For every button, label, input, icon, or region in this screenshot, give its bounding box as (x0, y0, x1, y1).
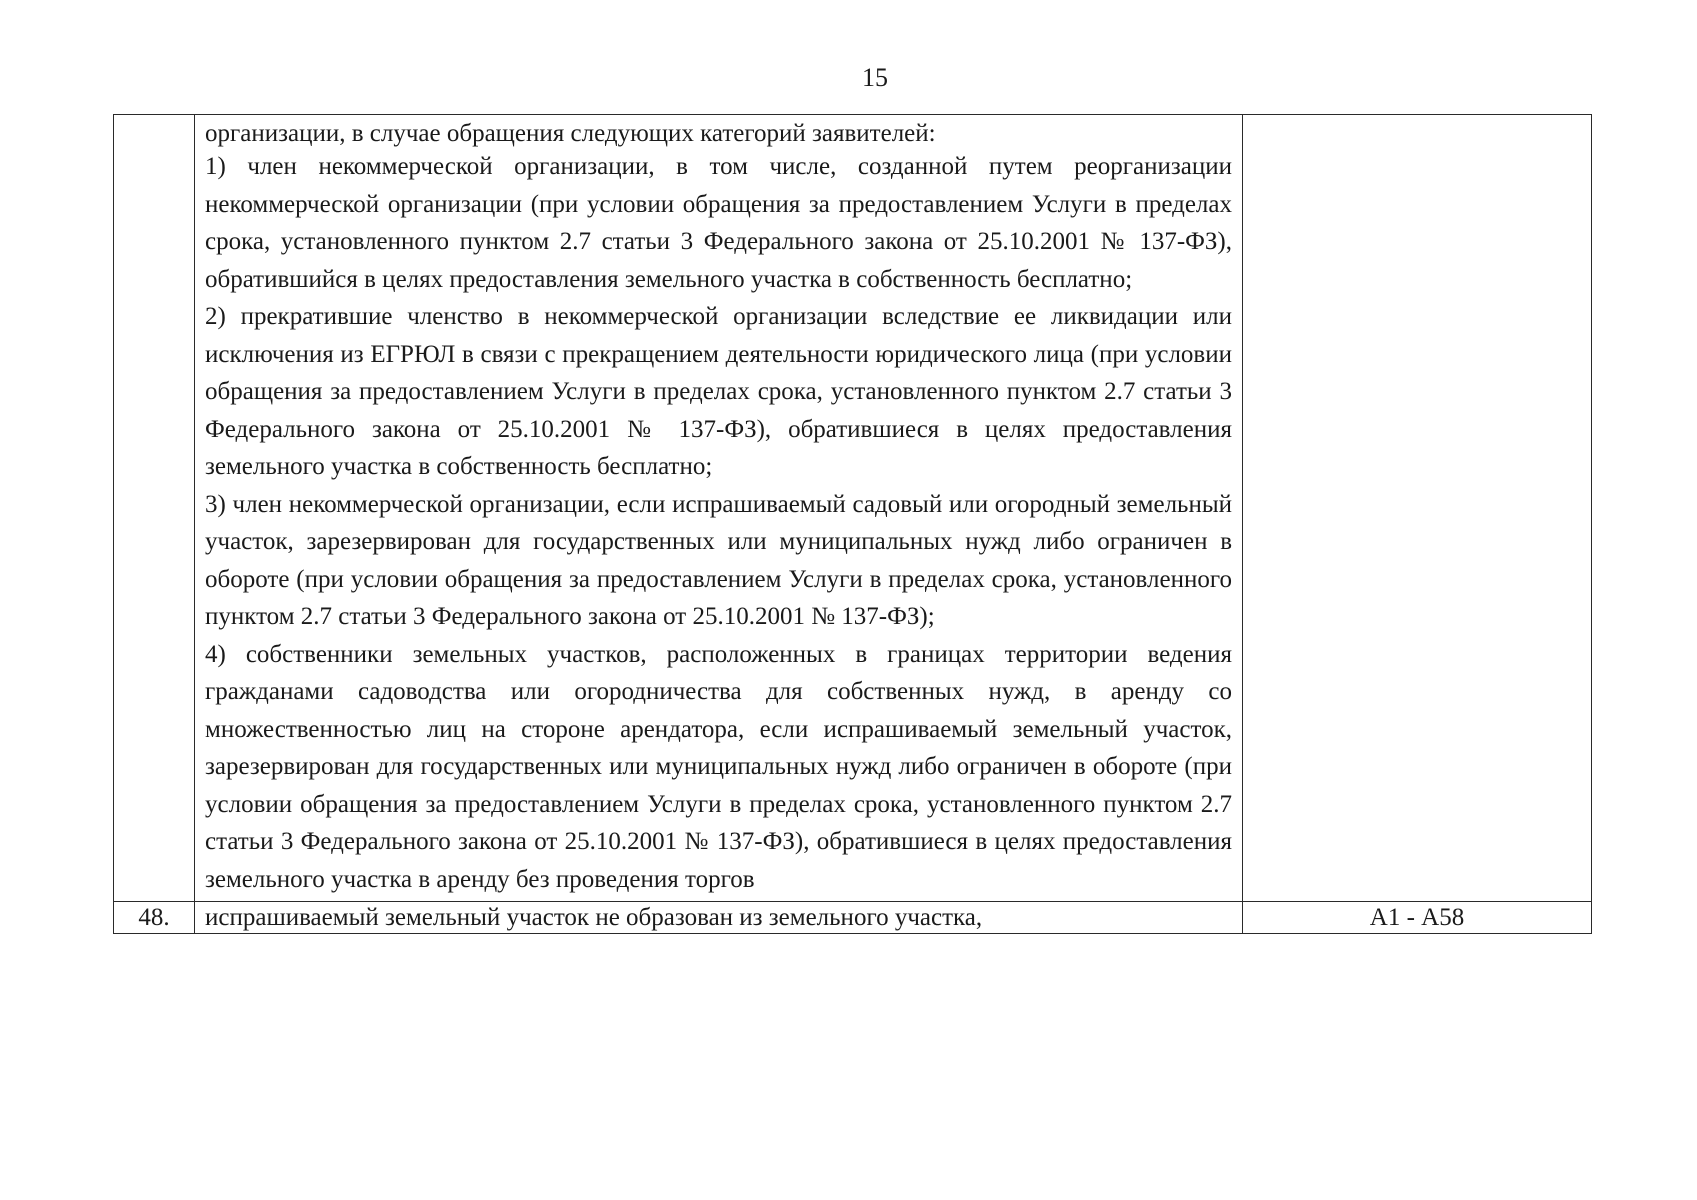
table-row-48 (114, 902, 1592, 934)
condition-intro: организации, в случае обращения следующих категорий заявителей: (205, 120, 936, 147)
page-number: 15 (862, 63, 888, 92)
condition-item-3: 3) член некоммерческой организации, если испрашиваемый садовый или огородный земельный участок, зарезервирован для государственных или муниципальных нужд либо ограничен в обороте (при условии обращения за предоставлением Услуги в пределах срока, установленного пунктом 2.7 статьи 3 Федерального закона от 25.10.2001 № 137-ФЗ); (205, 490, 1232, 630)
row-number-cell-empty (114, 115, 195, 902)
condition-text-cell (195, 115, 1243, 902)
condition-item-1: 1) член некоммерческой организации, в том числе, созданной путем реорганизации некоммерческой организации (при условии обращения за предоставлением Услуги в пределах срока, установленного пунктом 2.7 статьи 3 Федерального закона от 25.10.2001 № 137-ФЗ), обратившийся в целях предоставления земельного участка в собственность бесплатно; (205, 153, 1232, 293)
row-number: 48. (114, 902, 195, 934)
condition-text: испрашиваемый земельный участок не образован из земельного участка, (195, 902, 1243, 934)
conditions-table (113, 114, 1592, 934)
codes-cell-empty (1243, 115, 1592, 902)
table-row-continued (114, 115, 1592, 902)
applicable-codes: А1 - А58 (1243, 902, 1592, 934)
condition-item-4: 4) собственники земельных участков, расположенных в границах территории ведения гражданами садоводства или огородничества для собственных нужд, в аренду со множественностью лиц на стороне арендатора, если испрашиваемый земельный участок, зарезервирован для государственных или муниципальных нужд либо ограничен в обороте (при условии обращения за предоставлением Услуги в пределах срока, установленного пунктом 2.7 статьи 3 Федерального закона от 25.10.2001 № 137-ФЗ), обратившиеся в целях предоставления земельного участка в аренду без проведения торгов (205, 640, 1232, 893)
condition-item-2: 2) прекратившие членство в некоммерческой организации вследствие ее ликвидации или исключения из ЕГРЮЛ в связи с прекращением деятельности юридического лица (при условии обращения за предоставлением Услуги в пределах срока, установленного пунктом 2.7 статьи 3 Федерального закона от 25.10.2001 № 137-ФЗ), обратившиеся в целях предоставления земельного участка в собственность бесплатно; (205, 303, 1232, 480)
